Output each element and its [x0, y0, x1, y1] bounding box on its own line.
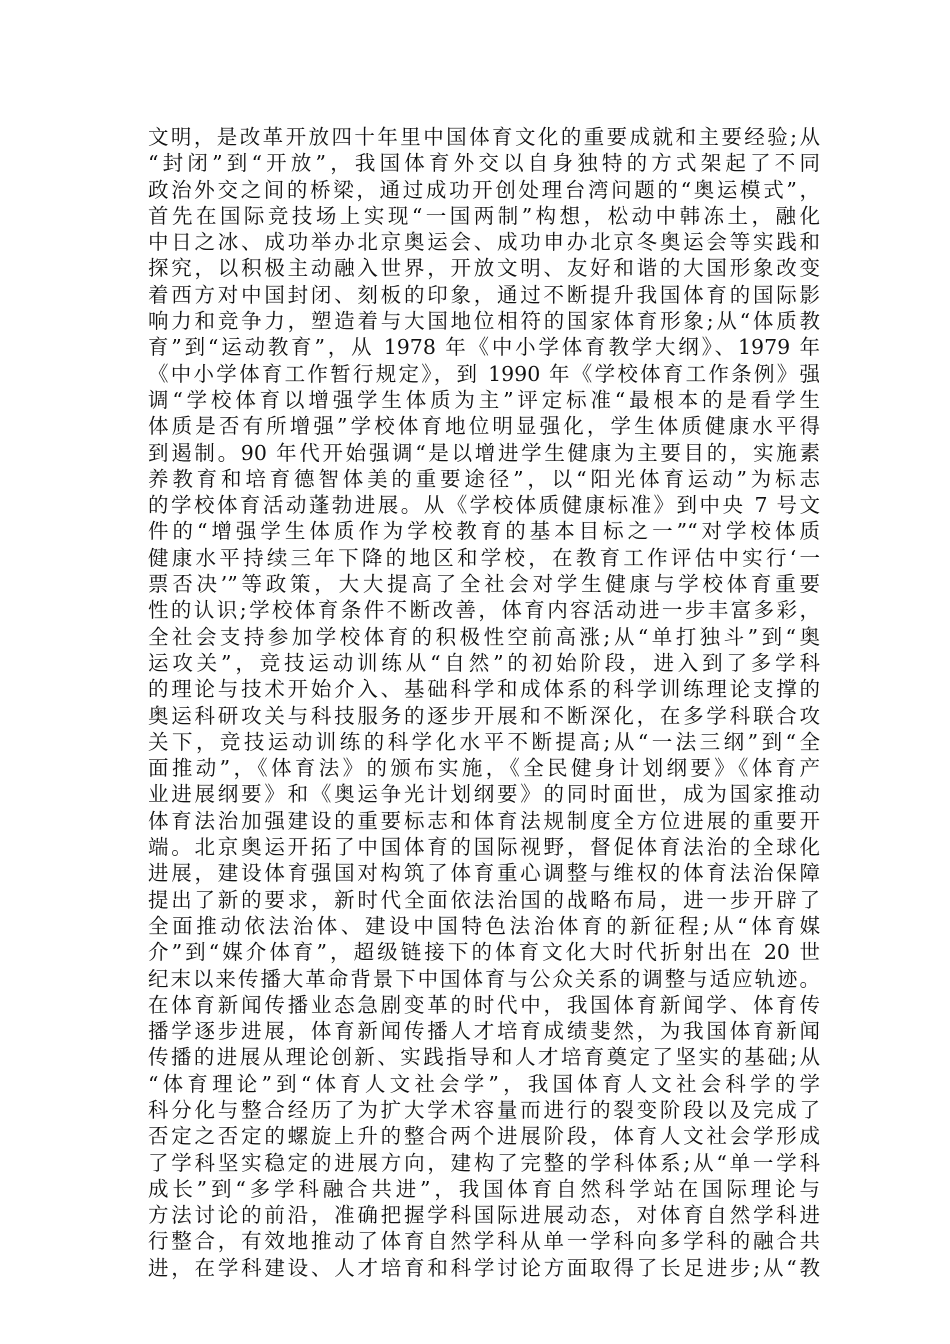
text-line: 着西方对中国封闭、刻板的印象，通过不断提升我国体育的国际影 — [148, 282, 820, 307]
text-line: 《中小学体育工作暂行规定》，到 1990 年《学校体育工作条例》强 — [148, 361, 820, 386]
text-line: 养教育和培育德智体美的重要途径”，以“阳光体育运动”为标志 — [148, 466, 820, 491]
text-line: 了学科坚实稳定的进展方向，建构了完整的学科体系;从“单一学科 — [148, 1150, 820, 1175]
text-line: 全社会支持参加学校体育的积极性空前高涨;从“单打独斗”到“奥 — [148, 624, 820, 649]
text-line: 中日之冰、成功举办北京奥运会、成功申办北京冬奥运会等实践和 — [148, 230, 820, 255]
text-line: 介”到“媒介体育”，超级链接下的体育文化大时代折射出在 20 世 — [148, 940, 820, 965]
text-line: 业进展纲要》和《奥运争光计划纲要》的同时面世，成为国家推动 — [148, 782, 820, 807]
text-line: 政治外交之间的桥梁，通过成功开创处理台湾问题的“奥运模式”， — [148, 177, 820, 202]
text-line: 纪末以来传播大革命背景下中国体育与公众关系的调整与适应轨迹。 — [148, 966, 820, 991]
text-line: 首先在国际竞技场上实现“一国两制”构想，松动中韩冻土，融化 — [148, 203, 820, 228]
text-line: 科分化与整合经历了为扩大学术容量而进行的裂变阶段以及完成了 — [148, 1097, 820, 1122]
text-line: 体质是否有所增强”学校体育地位明显强化，学生体质健康水平得 — [148, 414, 820, 439]
text-line: 性的认识;学校体育条件不断改善，体育内容活动进一步丰富多彩， — [148, 598, 820, 623]
text-line: 响力和竞争力，塑造着与大国地位相符的国家体育形象;从“体质教 — [148, 309, 820, 334]
text-line: 进展，建设体育强国对构筑了体育重心调整与维权的体育法治保障 — [148, 861, 820, 886]
text-line: 提出了新的要求，新时代全面依法治国的战略布局，进一步开辟了 — [148, 887, 820, 912]
text-line: 的学校体育活动蓬勃进展。从《学校体质健康标准》到中央 7 号文 — [148, 493, 820, 518]
text-line: 在体育新闻传播业态急剧变革的时代中，我国体育新闻学、体育传 — [148, 992, 820, 1017]
text-line: 方法讨论的前沿，准确把握学科国际进展动态，对体育自然学科进 — [148, 1203, 820, 1228]
text-line: 件的“增强学生体质作为学校教育的基本目标之一”“对学校体质 — [148, 519, 820, 544]
text-line: 健康水平持续三年下降的地区和学校，在教育工作评估中实行‘一 — [148, 545, 820, 570]
text-line: 关下，竞技运动训练的科学化水平不断提高;从“一法三纲”到“全 — [148, 729, 820, 754]
text-line: 调“学校体育以增强学生体质为主”评定标准“最根本的是看学生 — [148, 387, 820, 412]
body-text — [148, 124, 820, 1281]
text-line: 育”到“运动教育”，从 1978 年《中小学体育教学大纲》、1979 年 — [148, 335, 820, 360]
text-line: 运攻关”，竞技运动训练从“自然”的初始阶段，进入到了多学科 — [148, 650, 820, 675]
text-line: 面推动”，《体育法》的颁布实施，《全民健身计划纲要》《体育产 — [148, 756, 820, 781]
text-line: 的理论与技术开始介入、基础科学和成体系的科学训练理论支撑的 — [148, 677, 820, 702]
text-line: 成长”到“多学科融合共进”，我国体育自然科学站在国际理论与 — [148, 1176, 820, 1201]
text-line: 奥运科研攻关与科技服务的逐步开展和不断深化，在多学科联合攻 — [148, 703, 820, 728]
text-line: 端。北京奥运开拓了中国体育的国际视野，督促体育法治的全球化 — [148, 835, 820, 860]
text-line: 进，在学科建设、人才培育和科学讨论方面取得了长足进步;从“教 — [148, 1255, 820, 1280]
text-line: 到遏制。90 年代开始强调“是以增进学生健康为主要目的，实施素 — [148, 440, 820, 465]
text-line: 探究，以积极主动融入世界，开放文明、友好和谐的大国形象改变 — [148, 256, 820, 281]
text-line: 传播的进展从理论创新、实践指导和人才培育奠定了坚实的基础;从 — [148, 1045, 820, 1070]
text-line: 行整合，有效地推动了体育自然学科从单一学科向多学科的融合共 — [148, 1229, 820, 1254]
text-line: 否定之否定的螺旋上升的整合两个进展阶段，体育人文社会学形成 — [148, 1124, 820, 1149]
text-line: 票否决’”等政策，大大提高了全社会对学生健康与学校体育重要 — [148, 572, 820, 597]
text-line: 播学逐步进展，体育新闻传播人才培育成绩斐然，为我国体育新闻 — [148, 1019, 820, 1044]
text-line: “封闭”到“开放”，我国体育外交以自身独特的方式架起了不同 — [148, 151, 820, 176]
text-line: 全面推动依法治体、建设中国特色法治体育的新征程;从“体育媒 — [148, 913, 820, 938]
text-line: 体育法治加强建设的重要标志和体育法规制度全方位进展的重要开 — [148, 808, 820, 833]
text-line: “体育理论”到“体育人文社会学”，我国体育人文社会科学的学 — [148, 1071, 820, 1096]
text-line: 文明，是改革开放四十年里中国体育文化的重要成就和主要经验;从 — [148, 125, 820, 149]
